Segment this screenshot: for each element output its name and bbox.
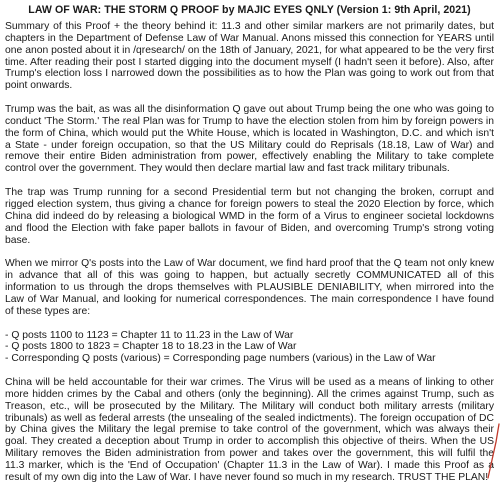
- list-item: - Q posts 1100 to 1123 = Chapter 11 to 11.23 in the Law of War: [5, 329, 294, 341]
- paragraph-trap: The trap was Trump running for a second Presidential term but not changing the broken, corrupt and rigged election system, thus giving a chance for foreign powers to steal the 2020 Election by force, which China did indeed do by releasing a biological WMD in the form of a Virus to engineer societal lockdowns and flood the Election with fake paper ballots in favour of Biden, and overcoming Trump's strong voting base.: [5, 187, 494, 246]
- correspondence-list: [5, 330, 494, 366]
- paragraph-trump-bait: Trump was the bait, as was all the disinformation Q gave out about Trump being the one who was going to conduct 'The Storm.' The real Plan was for Trump to have the election stolen from him by foreign powers in the form of China, which would put the White House, which is located in Washington, D.C. and which isn't a State - under foreign occupation, so that the US Military could do Reprisals (18.18, Law of War) and remove their entire Biden administration from power, effectively enabling the Military to take complete control over the government. They would then declare martial law and fast track military tribunals.: [5, 104, 494, 175]
- paragraph-mirror: When we mirror Q's posts into the Law of War document, we find hard proof that the Q team not only knew in advance that all of this was going to happen, but actually secretly COMMUNICATED all of this information to us through the drops themselves with PLAUSIBLE DENIABILITY, when mirrored into the Law of War Manual, and looking for numerical correspondences. The main correspondence I have found of these types are:: [5, 258, 494, 317]
- paragraph-closing: China will be held accountable for their war crimes. The Virus will be used as a means of linking to other more hidden crimes by the Cabal and others (only the beginning). All the crimes against Trump, such as Treason, etc., will be prosecuted by the Military. The Military will conduct both military arrests (military tribunals) as well as federal arrests (the unsealing of the sealed indictments). The foreign occupation of DC by China gives the Military the legal premise to take control of the government, which was always their goal. They created a deception about Trump in order to accomplish this objective of theirs. When the US Military removes the Biden administration from power and takes over the government, this will fulfil the 11.3 marker, which is the 'End of Occupation' (Chapter 11.3 in the Law of War). I made this Proof as a result of my own dig into the Law of War. I have never found so much in my research. TRUST THE PLAN!: [5, 377, 494, 483]
- paragraph-summary: Summary of this Proof + the theory behind it: 11.3 and other similar markers are not primarily dates, but chapters in the Department of Defense Law of War Manual. Anons missed this connection for YEARS until one anon posted about it in /qresearch/ on the 18th of January, 2021, for what appeared to be the very first time. After reading their post I started digging into the document myself (I hadn't seen it before). Also, after Trump's election loss I narrowed down the possibilities as to how the Plan was going to work out from that point onwards.: [5, 21, 494, 92]
- list-item: - Q posts 1800 to 1823 = Chapter 18 to 18.23 in the Law of War: [5, 341, 297, 353]
- list-item: - Corresponding Q posts (various) = Corresponding page numbers (various) in the Law of War: [5, 353, 436, 365]
- document-title: LAW OF WAR: THE STORM Q PROOF by MAJIC EYES QNLY (Version 1: 9th April, 2021): [28, 4, 471, 16]
